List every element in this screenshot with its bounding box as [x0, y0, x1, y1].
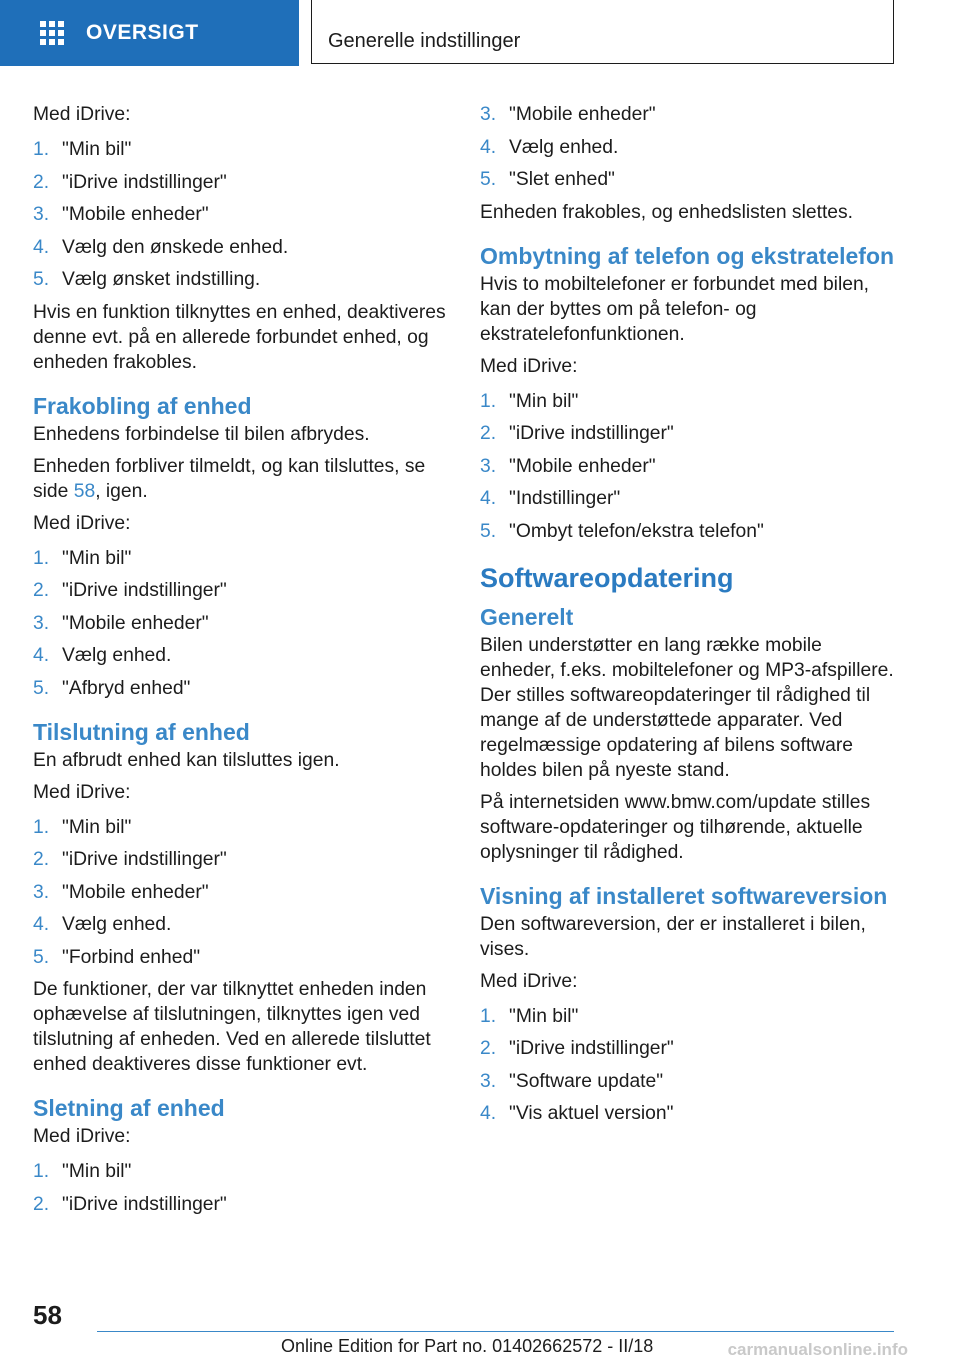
list-item: [480, 1101, 895, 1126]
list-item-number: 3.: [480, 104, 497, 125]
list-item-number: 2.: [33, 849, 50, 870]
disconnect-heading: Frakobling af enhed: [33, 392, 252, 419]
overview-tab[interactable]: [0, 0, 299, 66]
list-item: [33, 137, 448, 162]
disconnect-p2: [33, 454, 448, 504]
list-item-number: 3.: [33, 204, 50, 225]
list-item: [480, 102, 895, 127]
list-item-number: 5.: [480, 520, 497, 542]
list-item-text: "iDrive indstillinger": [62, 849, 227, 870]
list-item: [33, 945, 448, 970]
connect-steps: [33, 815, 448, 970]
list-item: [480, 389, 895, 414]
list-item-text: "Mobile enheder": [62, 612, 209, 634]
list-item-text: "Min bil": [62, 547, 132, 569]
list-item-number: 2.: [33, 171, 50, 193]
list-item-text: "Min bil": [509, 1005, 579, 1027]
list-item-number: 5.: [33, 946, 50, 968]
list-item-number: 5.: [480, 169, 497, 190]
swap-label: Med iDrive:: [480, 355, 578, 377]
list-item: [33, 643, 448, 668]
list-item-text: "iDrive indstillinger": [62, 171, 227, 193]
version-p1: Den softwareversion, der er installeret i bilen, vises.: [480, 913, 866, 960]
software-heading: Softwareopdatering: [480, 562, 734, 593]
list-item-text: "Mobile enheder": [509, 455, 656, 477]
delete-steps: [33, 1159, 448, 1217]
list-item: [33, 267, 448, 292]
disconnect-p2-pre: Enheden forbliver tilmeldt, og kan tilsluttes, se side: [33, 455, 426, 502]
list-item-text: Vælg enhed.: [509, 136, 619, 158]
footer-divider: [97, 1331, 894, 1332]
list-item: [480, 421, 895, 446]
list-item: [33, 1192, 448, 1217]
list-item-text: "Afbryd enhed": [62, 677, 191, 699]
left-column: [33, 102, 448, 1224]
overview-tab-label: OVERSIGT: [86, 21, 199, 44]
list-item-number: 3.: [480, 1070, 497, 1092]
swap-steps: [480, 389, 895, 544]
list-item: [480, 454, 895, 479]
list-item-text: Vælg enhed.: [62, 645, 172, 666]
list-item-number: 3.: [33, 881, 50, 903]
footer-edition: Online Edition for Part no. 01402662572 - II/18: [281, 1336, 654, 1356]
connect-heading: Tilslutning af enhed: [33, 718, 250, 745]
page-number: 58: [33, 1300, 62, 1330]
list-item: [480, 1004, 895, 1029]
list-item-number: 2.: [33, 580, 50, 601]
list-item-number: 2.: [480, 1038, 497, 1059]
list-item-number: 3.: [33, 612, 50, 634]
section-tab[interactable]: [311, 0, 894, 64]
list-item-number: 1.: [33, 816, 50, 838]
list-item: [480, 1069, 895, 1094]
list-item: [480, 1036, 895, 1061]
list-item-text: "iDrive indstillinger": [62, 1193, 227, 1215]
list-item-number: 1.: [33, 1161, 50, 1182]
list-item-text: "Min bil": [62, 139, 132, 160]
general-heading: Generelt: [480, 603, 574, 630]
list-item-text: "Mobile enheder": [62, 881, 209, 903]
delete-label: Med iDrive:: [33, 1126, 131, 1147]
intro-steps: [33, 137, 448, 292]
page-link[interactable]: 58: [73, 480, 96, 502]
list-item-text: "Forbind enhed": [62, 946, 201, 968]
list-item-text: Vælg enhed.: [62, 914, 172, 935]
list-item: [33, 235, 448, 260]
list-item-number: 4.: [33, 914, 50, 935]
list-item: [33, 611, 448, 636]
list-item-text: "Ombyt telefon/ekstra telefon": [509, 520, 764, 542]
swap-heading: Ombytning af telefon og ekstratelefon: [480, 242, 895, 269]
disconnect-steps: [33, 546, 448, 701]
delete-steps-continued: [480, 102, 895, 192]
connect-p1: En afbrudt enhed kan tilsluttes igen.: [33, 749, 340, 771]
list-item-number: 4.: [33, 645, 50, 666]
list-item: [33, 815, 448, 840]
page-header: [0, 0, 960, 66]
list-item: [33, 880, 448, 905]
intro-label: Med iDrive:: [33, 104, 131, 125]
software-p2: På internetsiden www.bmw.com/update stilles software-opdateringer og tilhørende, aktuelle oplysninger til rådighed.: [480, 791, 871, 863]
list-item: [33, 1159, 448, 1184]
swap-p1: Hvis to mobiltelefoner er forbundet med bilen, kan der byttes om på telefon- og ekstratelefonfunktionen.: [480, 273, 870, 345]
list-item-number: 1.: [33, 139, 50, 160]
software-p1: Bilen understøtter en lang række mobile enheder, f.eks. mobiltelefoner og MP3-afspillere. Der stilles softwareopdateringer til rådighed til mange af de understøttede apparater. Ved regelmæssige opdatering af bilens software holdes bilen på nyeste stand.: [480, 634, 894, 781]
disconnect-p1: Enhedens forbindelse til bilen afbrydes.: [33, 423, 370, 445]
list-item-number: 4.: [480, 1103, 497, 1124]
list-item-number: 3.: [480, 455, 497, 477]
disconnect-label: Med iDrive:: [33, 512, 131, 534]
list-item-text: "iDrive indstillinger": [509, 423, 674, 444]
list-item-number: 4.: [480, 488, 497, 509]
list-item-number: 5.: [33, 269, 50, 290]
connect-label: Med iDrive:: [33, 781, 131, 803]
list-item: [33, 202, 448, 227]
list-item: [480, 135, 895, 160]
list-item-number: 4.: [480, 136, 497, 158]
version-label: Med iDrive:: [480, 970, 578, 992]
list-item: [33, 847, 448, 872]
list-item: [33, 578, 448, 603]
list-item-text: "Software update": [509, 1070, 664, 1092]
list-item-number: 2.: [33, 1193, 50, 1215]
list-item-number: 4.: [33, 236, 50, 258]
list-item-text: Vælg ønsket indstilling.: [62, 269, 261, 290]
section-tab-label: Generelle indstillinger: [328, 30, 521, 52]
version-steps: [480, 1004, 895, 1127]
version-heading: Visning af installeret softwareversion: [480, 882, 888, 909]
intro-note: Hvis en funktion tilknyttes en enhed, deaktiveres denne evt. på en allerede forbundet enhed, og enheden frakobles.: [33, 301, 446, 373]
right-column: [480, 102, 895, 1134]
list-item-text: "Vis aktuel version": [509, 1103, 674, 1124]
list-item-text: "Min bil": [62, 1161, 132, 1182]
list-item-text: "Mobile enheder": [509, 104, 656, 125]
list-item: [33, 546, 448, 571]
list-item-text: "iDrive indstillinger": [62, 580, 227, 601]
list-item-number: 1.: [480, 390, 497, 412]
list-item-text: "Min bil": [509, 390, 579, 412]
list-item-text: Vælg den ønskede enhed.: [62, 236, 289, 258]
list-item-text: "Slet enhed": [509, 169, 615, 190]
disconnect-p2-post: , igen.: [95, 480, 148, 502]
list-item-number: 1.: [480, 1005, 497, 1027]
list-item: [480, 167, 895, 192]
list-item: [33, 912, 448, 937]
grid-icon: [40, 21, 66, 45]
list-item: [33, 676, 448, 701]
list-item: [480, 519, 895, 544]
connect-note: De funktioner, der var tilknyttet enheden inden ophævelse af tilslutningen, tilknyttes igen ved tilslutning af enheden. Ved en allerede tilsluttet enhed deaktiveres disse funktioner evt.: [33, 979, 431, 1075]
delete-note: Enheden frakobles, og enhedslisten slettes.: [480, 201, 854, 223]
list-item-number: 2.: [480, 423, 497, 444]
list-item-text: "iDrive indstillinger": [509, 1038, 674, 1059]
list-item: [480, 486, 895, 511]
list-item: [33, 170, 448, 195]
list-item-number: 5.: [33, 677, 50, 699]
delete-heading: Sletning af enhed: [33, 1095, 225, 1121]
list-item-text: "Indstillinger": [509, 488, 621, 509]
footer-brand: carmanualsonline.info: [727, 1340, 908, 1359]
list-item-number: 1.: [33, 547, 50, 569]
list-item-text: "Min bil": [62, 816, 132, 838]
list-item-text: "Mobile enheder": [62, 204, 209, 225]
